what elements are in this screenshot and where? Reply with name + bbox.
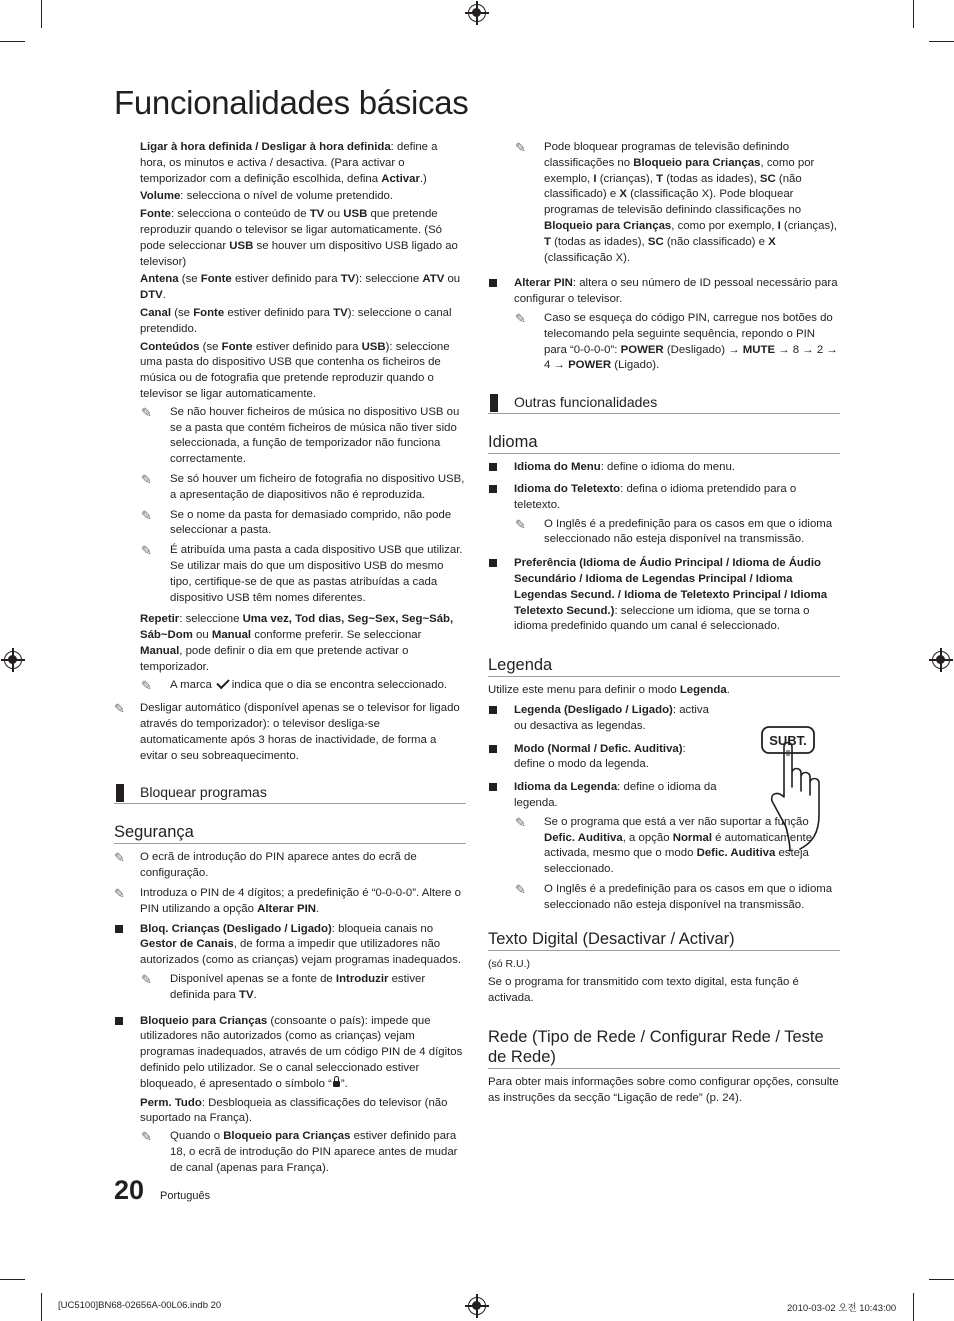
allow-all-item: Perm. Tudo: Desbloqueia as classificações do televisor (não suportado na França). [140, 1096, 448, 1125]
checkmark-icon [216, 675, 229, 688]
paragraph: Para obter mais informações sobre como configurar opções, consulte as instruções da secção “Ligação de rede” (p. 24). [488, 1075, 839, 1104]
repeat-item: Repetir: seleccione Uma vez, Tod dias, Seg~Sex, Seg~Sáb, Sáb~Dom ou Manual conforme preferir. Se seleccionar Manual, pode definir o dia em que pretende activar o temporizador. [140, 613, 454, 673]
bullet-icon [115, 1017, 123, 1025]
page-title: Funcionalidades básicas [114, 84, 469, 121]
note-pencil-icon: ✎ [141, 1129, 152, 1145]
note-pencil-icon: ✎ [141, 507, 152, 523]
remote-button-hand-illustration [760, 725, 844, 853]
note: ✎ Pode bloquear programas de televisão definindo classificações no Bloqueio para Crianças, como por exemplo, I (crianças), T (todas as idades), SC (não classificado) e X (classificação X). Pode bloquear programas de televisão definindo classificações no Bloqueio para Crianças, como por exemplo, I (crianças), T (todas as idades), SC (não classificado) e X (classificação X). [515, 140, 838, 264]
bullet-icon [489, 783, 497, 791]
subtitle-intro: Utilize este menu para definir o modo Legenda. [488, 684, 730, 697]
right-column [488, 140, 840, 1108]
note-pencil-icon: ✎ [114, 701, 125, 717]
note-pencil-icon: ✎ [515, 140, 526, 155]
note-pencil-icon: ✎ [141, 471, 152, 487]
section-heading: Legenda [488, 655, 840, 677]
note: ✎ Se o programa que está a ver não suportar a função Defic. Auditiva, a opção Normal é automaticamente activada, mesmo que o modo Defic. Auditiva esteja seleccionado. [515, 814, 813, 876]
region-note: (só R.U.) [488, 958, 530, 971]
bullet-icon [489, 279, 497, 287]
content-item: Conteúdos (se Fonte estiver definido para USB): seleccione uma pasta do dispositivo USB que contenha os ficheiros de música ou de fotografia que pretende reproduzir quando o televisor se ligar automaticamente. [140, 340, 450, 400]
print-file-info: [UC5100]BN68-02656A-00L06.indb 20 [58, 1300, 222, 1311]
volume-item: Volume: selecciona o nível de volume pretendido. [140, 190, 394, 203]
list-item: Idioma da Legenda: define o idioma da legenda. [488, 780, 718, 812]
timer-on-off-item: Ligar à hora definida / Desligar à hora definida: define a hora, os minutos e activa / desactiva. (Para activar o temporizador com a definição escolhida, defina Activar.) [140, 141, 438, 185]
note-pencil-icon: ✎ [515, 881, 526, 897]
print-date-info: 2010-03-02 오전 10:43:00 [787, 1303, 897, 1314]
list-item: Alterar PIN: altera o seu número de ID pessoal necessário para configurar o televisor. [488, 276, 840, 308]
note: ✎ O Inglês é a predefinição para os casos em que o idioma seleccionado não esteja disponível na transmissão. [515, 881, 833, 911]
crop-mark [913, 1293, 914, 1321]
note-pencil-icon: ✎ [114, 886, 125, 902]
subsection-heading: Outras funcionalidades [488, 392, 840, 414]
crop-mark [0, 41, 25, 42]
list-item: Preferência (Idioma de Áudio Principal / Idioma de Áudio Secundário / Idioma de Legendas Principal / Idioma Legendas Secund. / Idioma de Teletexto Principal / Idioma Teletexto Secund.): seleccione um idioma, que se torna o idioma predefinido quando um canal é seleccionado. [488, 556, 840, 635]
note: ✎ O Inglês é a predefinição para os casos em que o idioma seleccionado não esteja disponível na transmissão. [515, 516, 833, 546]
page-number: 20 [114, 1175, 145, 1205]
section-bar-icon [116, 784, 124, 802]
crop-mark [41, 0, 42, 28]
crop-mark [913, 0, 914, 28]
note-pencil-icon: ✎ [515, 516, 526, 532]
bullet-icon [489, 485, 497, 493]
paragraph: Se o programa for transmitido com texto digital, esta função é activada. [488, 976, 799, 1005]
bullet-icon [489, 559, 497, 567]
bullet-icon [489, 706, 497, 714]
note: ✎ O ecrã de introdução do PIN aparece antes do ecrã de configuração. [114, 850, 417, 880]
section-heading: Texto Digital (Desactivar / Activar) [488, 929, 840, 951]
list-item: Legenda (Desligado / Ligado): activa ou desactiva as legendas. [488, 703, 718, 735]
note: ✎ Se o nome da pasta for demasiado comprido, não pode seleccionar a pasta. [141, 507, 452, 537]
section-heading: Segurança [114, 822, 466, 844]
list-item: Bloq. Crianças (Desligado / Ligado): bloqueia canais no Gestor de Canais, de forma a impedir que utilizadores não autorizados (como as crianças) vejam programas inadequados. [114, 922, 466, 969]
note-pencil-icon: ✎ [141, 404, 152, 420]
section-heading: Idioma [488, 432, 840, 454]
note-pencil-icon: ✎ [114, 850, 125, 866]
note-pencil-icon: ✎ [515, 814, 526, 830]
bullet-icon [489, 463, 497, 471]
note-pencil-icon: ✎ [141, 972, 152, 988]
crop-mark [41, 1293, 42, 1321]
note-pencil-icon: ✎ [515, 310, 526, 326]
bullet-icon [489, 745, 497, 753]
list-item: Idioma do Menu: define o idioma do menu. [488, 460, 840, 476]
hand-icon [772, 743, 819, 852]
note: ✎ Desligar automático (disponível apenas se o televisor for ligado através do temporizador): o televisor desliga-se automaticamente após 3 horas de inactividade, de forma a evitar o seu sobreaquecimento. [114, 701, 460, 762]
note: ✎ Se só houver um ficheiro de fotografia no dispositivo USB, a apresentação de diapositivos não é reproduzida. [141, 471, 465, 501]
bullet-icon [115, 925, 123, 933]
note: ✎ Quando o Bloqueio para Crianças estiver definido para 18, o ecrã de introdução do PIN aparece antes de mudar de canal (apenas para França). [141, 1129, 458, 1174]
list-item: Modo (Normal / Defic. Auditiva): define o modo da legenda. [488, 742, 718, 774]
note: ✎ É atribuída uma pasta a cada dispositivo USB que utilizar. Se utilizar mais do que um dispositivo USB do mesmo tipo, certifique-se de que as pastas atribuídas a cada dispositivo USB têm nomes diferentes. [141, 543, 463, 604]
list-item: Bloqueio para Crianças (consoante o país): impede que utilizadores não autorizados (como as crianças) vejam programas inadequados, através de um código PIN de 4 dígitos definido pelo utilizador. Se o canal seleccionado estiver bloqueado, é apresentado o símbolo “ ”. [114, 1014, 466, 1093]
crop-mark [929, 1279, 954, 1280]
note: ✎ Caso se esqueça do código PIN, carregue nos botões do telecomando pela seguinte sequência, repondo o PIN para “0-0-0-0”: POWER (Desligado) → MUTE → 8 → 2 → 4 → POWER (Ligado). [515, 310, 838, 372]
note: ✎ A marca indica que o dia se encontra seleccionado. [114, 678, 466, 694]
note: ✎ Disponível apenas se a fonte de Introduzir estiver definida para TV. [141, 972, 426, 1001]
source-item: Fonte: selecciona o conteúdo de TV ou USB que pretende reproduzir quando o televisor se ligar automaticamente. (Só pode seleccionar USB se houver um dispositivo USB ligado ao televisor) [140, 208, 458, 268]
note-pencil-icon: ✎ [141, 543, 152, 559]
channel-item: Canal (se Fonte estiver definido para TV): seleccione o canal pretendido. [140, 306, 452, 335]
lock-icon [333, 1081, 340, 1087]
crop-mark [0, 1279, 25, 1280]
subsection-heading: Bloquear programas [114, 782, 466, 804]
note: ✎ Se não houver ficheiros de música no dispositivo USB ou se a pasta que contém ficheiros de música não tiver sido seleccionada, a função de temporizador não funciona correctamente. [141, 404, 460, 466]
registration-mark-icon [4, 651, 22, 669]
note-pencil-icon: ✎ [141, 677, 152, 693]
page-language: Português [160, 1190, 211, 1202]
registration-mark-icon [468, 1297, 486, 1315]
section-bar-icon [490, 394, 498, 412]
registration-mark-icon [468, 4, 486, 22]
list-item: Idioma do Teletexto: defina o idioma pretendido para o teletexto. [488, 482, 840, 514]
antenna-item: Antena (se Fonte estiver definido para TV): seleccione ATV ou DTV. [140, 273, 461, 302]
section-heading: Rede (Tipo de Rede / Configurar Rede / Teste de Rede) [488, 1027, 840, 1069]
registration-mark-icon [932, 651, 950, 669]
left-column [114, 140, 466, 1181]
subt-button-label: SUBT. [769, 733, 807, 748]
crop-mark [929, 41, 954, 42]
note: ✎ Introduza o PIN de 4 dígitos; a predefinição é “0-0-0-0”. Altere o PIN utilizando a opção Alterar PIN. [114, 886, 462, 915]
